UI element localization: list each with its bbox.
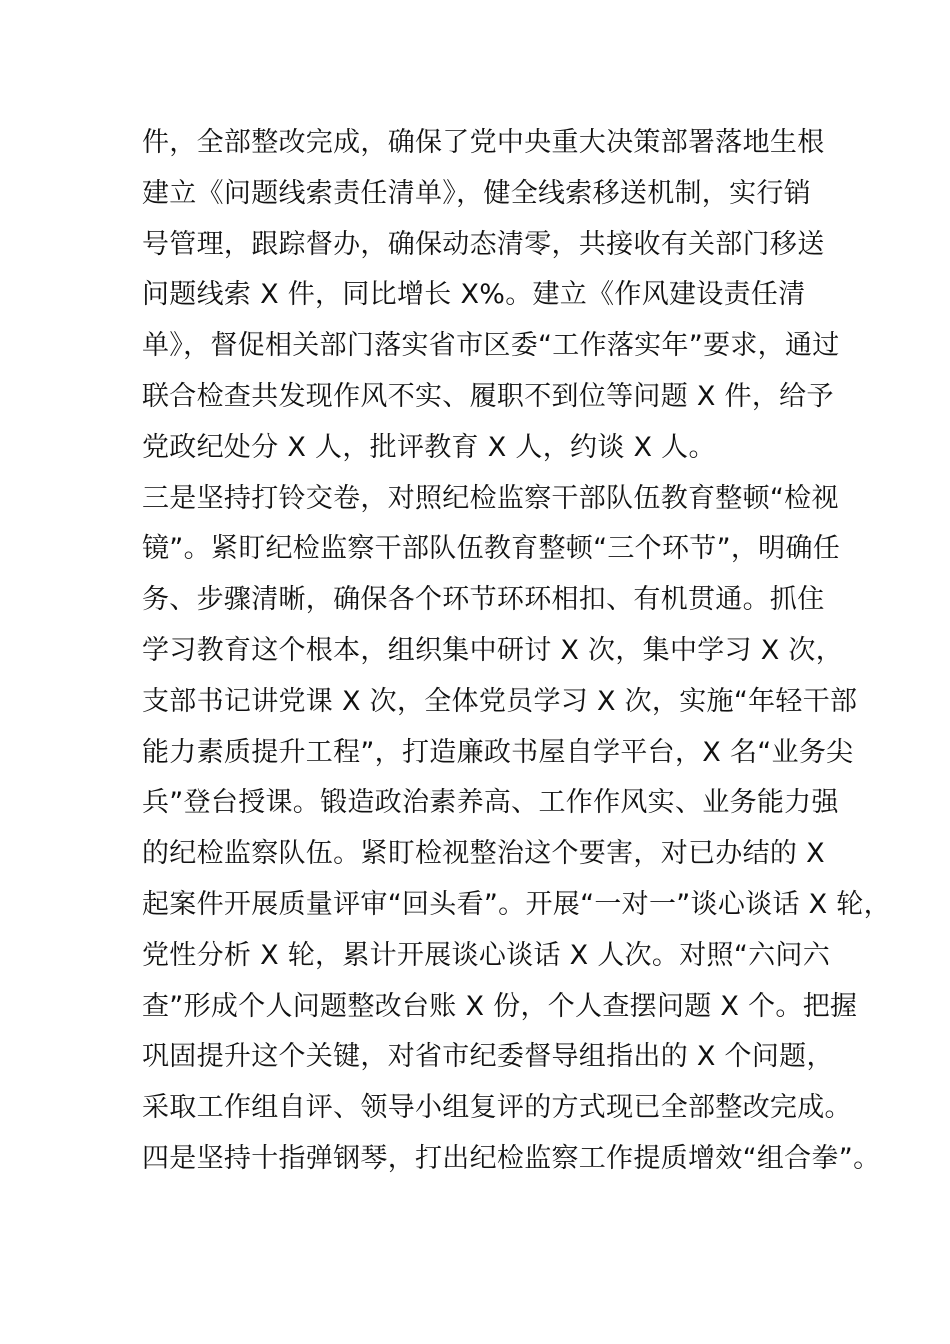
text-line: 兵”登台授课。锻造政治素养高、工作作风实、业务能力强 — [142, 787, 839, 819]
text-line: 四是坚持十指弹钢琴，打出纪检监察工作提质增效“组合拳”。 — [142, 1142, 881, 1174]
text-line: 号管理，跟踪督办，确保动态清零，共接收有关部门移送 — [142, 228, 825, 260]
text-line: 起案件开展质量评审“回头看”。开展“一对一”谈心谈话 X 轮， — [142, 888, 891, 920]
text-line: 能力素质提升工程”，打造廉政书屋自学平台，X 名“业务尖 — [142, 736, 854, 768]
text-line: 建立《问题线索责任清单》，健全线索移送机制，实行销 — [142, 177, 811, 209]
body-text — [142, 118, 891, 1185]
text-line: 问题线索 X 件，同比增长 X%。建立《作风建设责任清 — [142, 279, 806, 311]
text-line: 单》，督促相关部门落实省市区委“工作落实年”要求，通过 — [142, 330, 840, 362]
text-line: 联合检查共发现作风不实、履职不到位等问题 X 件，给予 — [142, 380, 834, 412]
text-line: 务、步骤清晰，确保各个环节环环相扣、有机贯通。抓住 — [142, 584, 825, 616]
text-line: 查”形成个人问题整改台账 X 份，个人查摆问题 X 个。把握 — [142, 990, 858, 1022]
text-line: 学习教育这个根本，组织集中研讨 X 次，集中学习 X 次， — [142, 634, 844, 666]
text-line: 三是坚持打铃交卷，对照纪检监察干部队伍教育整顿“检视 — [142, 482, 839, 514]
text-line: 镜”。紧盯纪检监察干部队伍教育整顿“三个环节”，明确任 — [142, 533, 841, 565]
text-line: 件，全部整改完成，确保了党中央重大决策部署落地生根 — [142, 127, 825, 158]
text-line: 采取工作组自评、领导小组复评的方式现已全部整改完成。 — [142, 1092, 852, 1124]
text-line: 的纪检监察队伍。紧盯检视整治这个要害，对已办结的 X — [142, 838, 825, 870]
text-line: 党性分析 X 轮，累计开展谈心谈话 X 人次。对照“六问六 — [142, 939, 831, 971]
text-line: 支部书记讲党课 X 次，全体党员学习 X 次，实施“年轻干部 — [142, 685, 858, 717]
text-line: 党政纪处分 X 人，批评教育 X 人，约谈 X 人。 — [142, 431, 716, 463]
text-line: 巩固提升这个关键，对省市纪委督导组指出的 X 个问题， — [142, 1041, 834, 1073]
